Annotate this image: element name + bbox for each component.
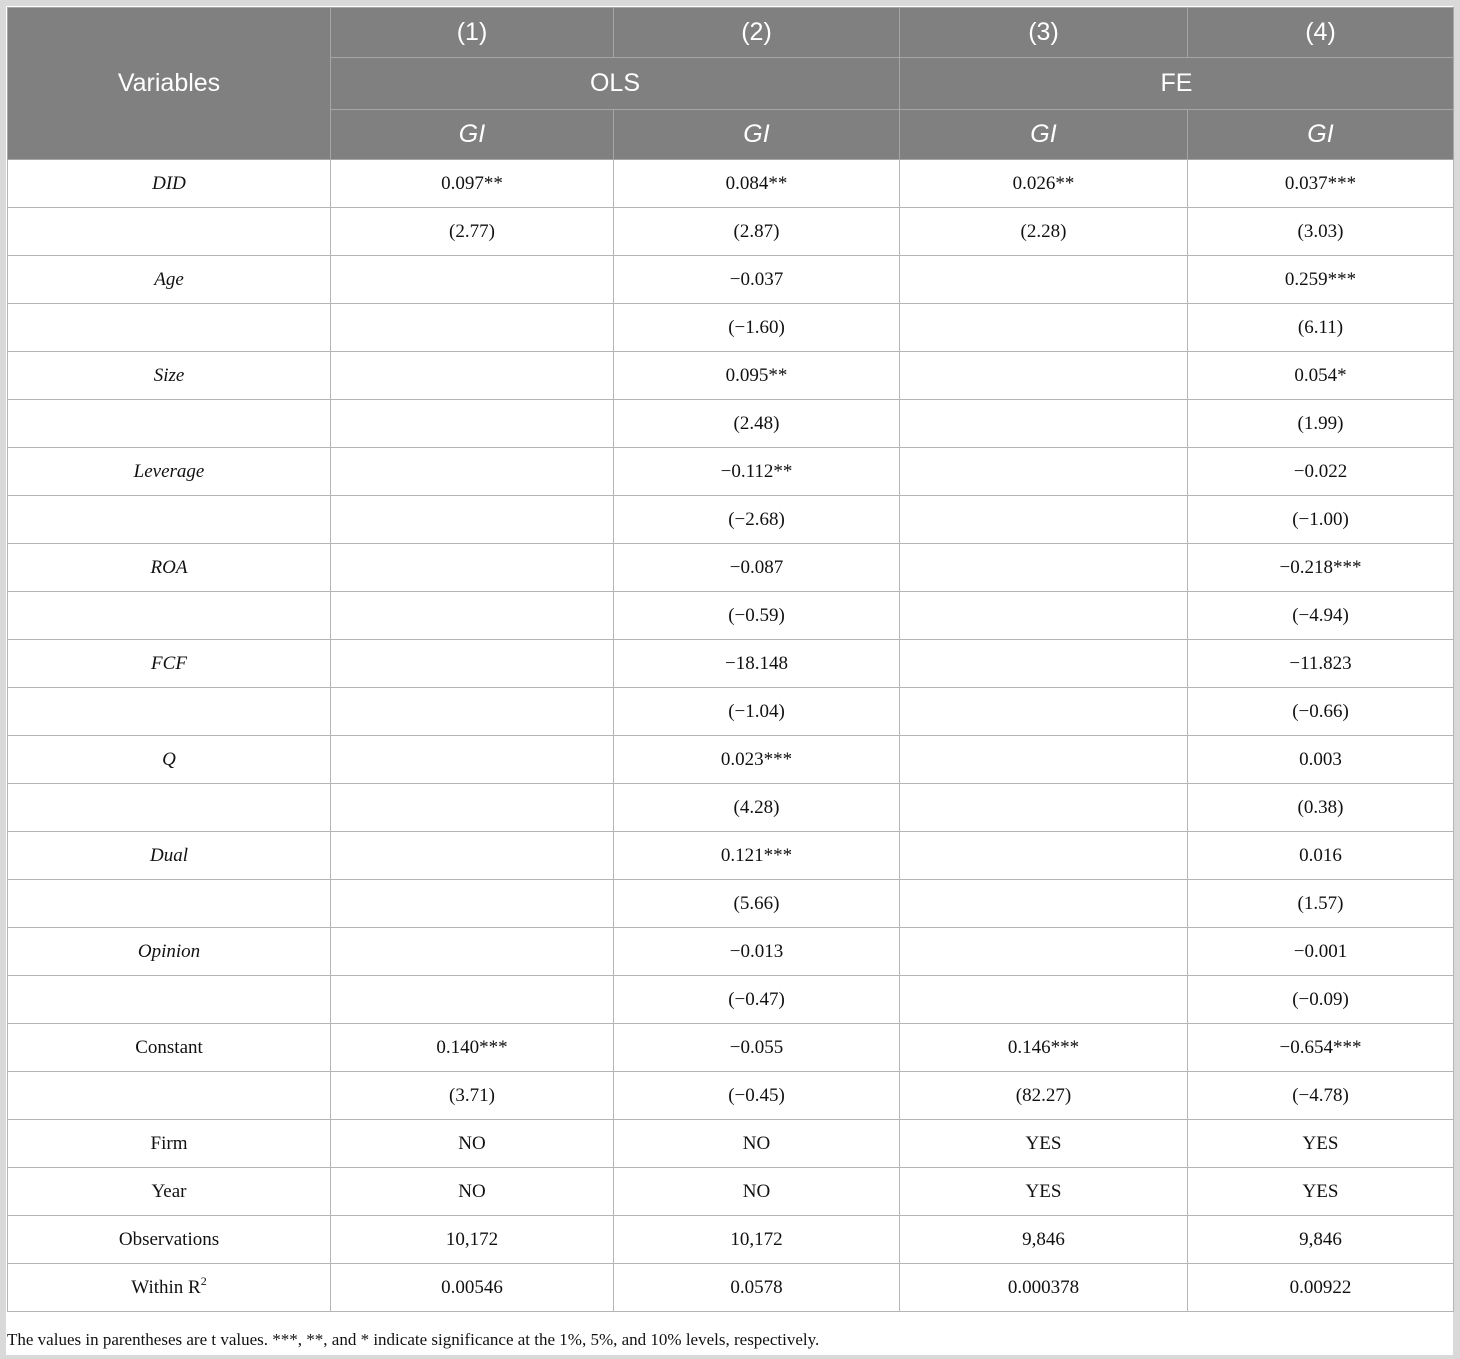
table-cell bbox=[331, 256, 614, 304]
row-label bbox=[8, 1216, 331, 1264]
table-cell: (−4.78) bbox=[1188, 1072, 1454, 1120]
table-row bbox=[8, 400, 1454, 448]
table-cell: (4.28) bbox=[614, 784, 900, 832]
table-cell: 0.054* bbox=[1188, 352, 1454, 400]
row-label bbox=[8, 1024, 331, 1072]
table-cell: 0.003 bbox=[1188, 736, 1454, 784]
table-cell: (−0.09) bbox=[1188, 976, 1454, 1024]
table-cell: NO bbox=[331, 1168, 614, 1216]
table-cell: 0.016 bbox=[1188, 832, 1454, 880]
row-label-text: Year bbox=[151, 1180, 187, 1202]
table-row bbox=[8, 784, 1454, 832]
table-cell: −0.112** bbox=[614, 448, 900, 496]
table-cell: 0.146*** bbox=[900, 1024, 1188, 1072]
row-label-text: FCF bbox=[151, 652, 187, 674]
table-cell: NO bbox=[331, 1120, 614, 1168]
table-cell: (1.57) bbox=[1188, 880, 1454, 928]
table-row bbox=[8, 496, 1454, 544]
table-cell bbox=[331, 544, 614, 592]
group-fe: FE bbox=[900, 58, 1454, 110]
row-label bbox=[8, 1072, 331, 1120]
row-label bbox=[8, 880, 331, 928]
table-row bbox=[8, 1024, 1454, 1072]
row-label bbox=[8, 928, 331, 976]
table-cell bbox=[331, 592, 614, 640]
table-cell: (−4.94) bbox=[1188, 592, 1454, 640]
table-cell bbox=[900, 352, 1188, 400]
table-cell bbox=[900, 976, 1188, 1024]
table-cell bbox=[331, 352, 614, 400]
table-cell bbox=[900, 640, 1188, 688]
table-cell: 0.140*** bbox=[331, 1024, 614, 1072]
table-cell bbox=[900, 448, 1188, 496]
table-cell: (−0.45) bbox=[614, 1072, 900, 1120]
table-cell bbox=[331, 640, 614, 688]
row-label bbox=[8, 784, 331, 832]
table-frame bbox=[6, 6, 1453, 1355]
table-cell: 10,172 bbox=[331, 1216, 614, 1264]
table-cell: (−0.59) bbox=[614, 592, 900, 640]
row-label bbox=[8, 448, 331, 496]
table-cell: 0.037*** bbox=[1188, 160, 1454, 208]
table-cell: YES bbox=[900, 1120, 1188, 1168]
table-row bbox=[8, 928, 1454, 976]
col-number-1: (1) bbox=[331, 8, 614, 58]
table-cell bbox=[900, 784, 1188, 832]
table-row bbox=[8, 256, 1454, 304]
row-label-text: Within R bbox=[131, 1276, 201, 1298]
row-label-text: Dual bbox=[150, 844, 188, 866]
table-row bbox=[8, 352, 1454, 400]
row-label bbox=[8, 1120, 331, 1168]
table-footnote: The values in parentheses are t values. ***, **, and * indicate significance at the 1%, 5%, and 10% levels, respectively. bbox=[7, 1330, 820, 1349]
table-body bbox=[8, 160, 1454, 1312]
table-cell: −0.001 bbox=[1188, 928, 1454, 976]
table-cell: (1.99) bbox=[1188, 400, 1454, 448]
table-row bbox=[8, 1216, 1454, 1264]
table-row bbox=[8, 208, 1454, 256]
row-label bbox=[8, 352, 331, 400]
row-label bbox=[8, 1168, 331, 1216]
table-row bbox=[8, 160, 1454, 208]
table-cell: (0.38) bbox=[1188, 784, 1454, 832]
row-label bbox=[8, 160, 331, 208]
table-cell bbox=[331, 688, 614, 736]
group-ols: OLS bbox=[331, 58, 900, 110]
row-label-text: Age bbox=[154, 268, 184, 290]
table-cell bbox=[331, 400, 614, 448]
row-label bbox=[8, 400, 331, 448]
row-label bbox=[8, 304, 331, 352]
table-cell: YES bbox=[1188, 1120, 1454, 1168]
table-cell: (6.11) bbox=[1188, 304, 1454, 352]
table-cell bbox=[900, 688, 1188, 736]
table-cell bbox=[331, 448, 614, 496]
table-cell bbox=[331, 736, 614, 784]
table-cell bbox=[900, 880, 1188, 928]
table-cell: (2.77) bbox=[331, 208, 614, 256]
table-cell bbox=[900, 496, 1188, 544]
table-row bbox=[8, 304, 1454, 352]
table-row bbox=[8, 448, 1454, 496]
table-row bbox=[8, 544, 1454, 592]
row-label-text: Observations bbox=[118, 1228, 220, 1250]
table-cell: 10,172 bbox=[614, 1216, 900, 1264]
table-cell: 0.121*** bbox=[614, 832, 900, 880]
table-cell: (−0.47) bbox=[614, 976, 900, 1024]
table-cell: −0.037 bbox=[614, 256, 900, 304]
dep-var-3: GI bbox=[900, 110, 1188, 160]
row-label bbox=[8, 496, 331, 544]
table-cell: NO bbox=[614, 1120, 900, 1168]
table-row bbox=[8, 832, 1454, 880]
table-row bbox=[8, 736, 1454, 784]
table-cell: 0.097** bbox=[331, 160, 614, 208]
row-label bbox=[8, 544, 331, 592]
table-header bbox=[8, 8, 1454, 160]
table-row bbox=[8, 880, 1454, 928]
table-cell: (−0.66) bbox=[1188, 688, 1454, 736]
table-cell bbox=[331, 976, 614, 1024]
row-label-text: Firm bbox=[150, 1132, 188, 1154]
table-cell: 0.026** bbox=[900, 160, 1188, 208]
table-cell: 0.259*** bbox=[1188, 256, 1454, 304]
table-row bbox=[8, 1168, 1454, 1216]
table-cell: −0.087 bbox=[614, 544, 900, 592]
row-label-text: DID bbox=[152, 172, 186, 194]
table-cell: 0.0578 bbox=[614, 1264, 900, 1312]
table-cell: 0.084** bbox=[614, 160, 900, 208]
table-cell: 9,846 bbox=[900, 1216, 1188, 1264]
table-cell: 0.000378 bbox=[900, 1264, 1188, 1312]
row-label bbox=[8, 208, 331, 256]
table-cell: (5.66) bbox=[614, 880, 900, 928]
table-row bbox=[8, 688, 1454, 736]
col-number-4: (4) bbox=[1188, 8, 1454, 58]
dep-var-1: GI bbox=[331, 110, 614, 160]
table-cell bbox=[331, 304, 614, 352]
table-row bbox=[8, 976, 1454, 1024]
table-cell bbox=[331, 496, 614, 544]
table-cell bbox=[900, 928, 1188, 976]
table-cell: (82.27) bbox=[900, 1072, 1188, 1120]
regression-table bbox=[7, 7, 1454, 1312]
table-cell: 0.00546 bbox=[331, 1264, 614, 1312]
superscript: 2 bbox=[200, 1273, 207, 1288]
table-cell bbox=[900, 544, 1188, 592]
table-cell bbox=[331, 880, 614, 928]
table-cell: −0.013 bbox=[614, 928, 900, 976]
col-number-3: (3) bbox=[900, 8, 1188, 58]
row-label-text: Leverage bbox=[133, 460, 205, 482]
table-cell: (2.87) bbox=[614, 208, 900, 256]
table-cell bbox=[900, 832, 1188, 880]
row-label-text: Size bbox=[153, 364, 185, 386]
table-row bbox=[8, 1264, 1454, 1312]
table-cell: (−1.60) bbox=[614, 304, 900, 352]
table-cell: (−1.04) bbox=[614, 688, 900, 736]
dep-var-4: GI bbox=[1188, 110, 1454, 160]
table-cell bbox=[331, 928, 614, 976]
table-cell: −11.823 bbox=[1188, 640, 1454, 688]
table-cell bbox=[900, 256, 1188, 304]
table-cell: 0.023*** bbox=[614, 736, 900, 784]
row-label-text: Constant bbox=[135, 1036, 203, 1058]
row-label bbox=[8, 640, 331, 688]
table-cell: (3.03) bbox=[1188, 208, 1454, 256]
row-label bbox=[8, 976, 331, 1024]
table-cell: −0.654*** bbox=[1188, 1024, 1454, 1072]
table-row bbox=[8, 1120, 1454, 1168]
row-label bbox=[8, 832, 331, 880]
table-cell: YES bbox=[900, 1168, 1188, 1216]
table-cell bbox=[331, 784, 614, 832]
table-cell: 9,846 bbox=[1188, 1216, 1454, 1264]
table-cell bbox=[331, 832, 614, 880]
row-label bbox=[8, 736, 331, 784]
table-cell: (−1.00) bbox=[1188, 496, 1454, 544]
table-cell: (2.48) bbox=[614, 400, 900, 448]
dep-var-2: GI bbox=[614, 110, 900, 160]
col-number-2: (2) bbox=[614, 8, 900, 58]
variables-header: Variables bbox=[8, 8, 331, 160]
table-cell: NO bbox=[614, 1168, 900, 1216]
table-row bbox=[8, 1072, 1454, 1120]
table-cell: 0.00922 bbox=[1188, 1264, 1454, 1312]
table-cell bbox=[900, 304, 1188, 352]
row-label-text: Q bbox=[162, 748, 176, 770]
table-cell: (−2.68) bbox=[614, 496, 900, 544]
row-label-text: ROA bbox=[150, 556, 188, 578]
table-cell: YES bbox=[1188, 1168, 1454, 1216]
table-cell bbox=[900, 736, 1188, 784]
table-cell bbox=[900, 592, 1188, 640]
row-label bbox=[8, 592, 331, 640]
table-row bbox=[8, 640, 1454, 688]
table-cell: −0.022 bbox=[1188, 448, 1454, 496]
row-label bbox=[8, 688, 331, 736]
table-cell: −0.055 bbox=[614, 1024, 900, 1072]
row-label bbox=[8, 256, 331, 304]
table-row bbox=[8, 592, 1454, 640]
table-cell: (3.71) bbox=[331, 1072, 614, 1120]
row-label-text: Opinion bbox=[137, 940, 201, 962]
table-cell: 0.095** bbox=[614, 352, 900, 400]
table-cell: (2.28) bbox=[900, 208, 1188, 256]
table-cell: −0.218*** bbox=[1188, 544, 1454, 592]
table-cell bbox=[900, 400, 1188, 448]
row-label bbox=[8, 1264, 331, 1312]
table-cell: −18.148 bbox=[614, 640, 900, 688]
